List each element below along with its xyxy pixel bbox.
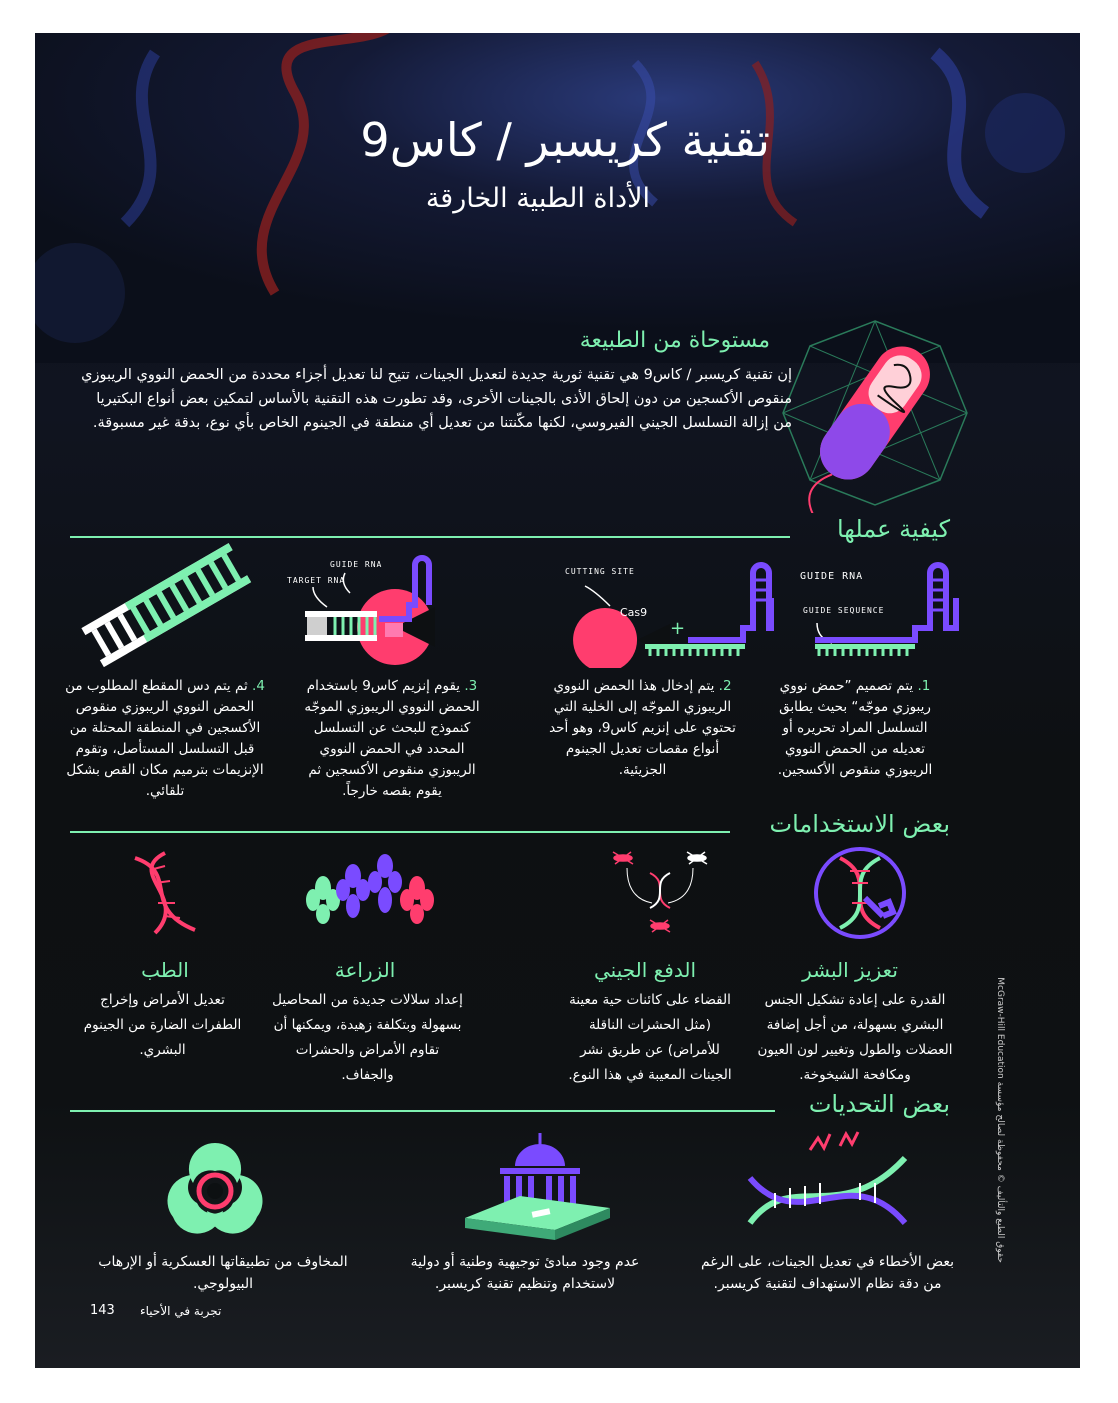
svg-text:CUTTING SITE: CUTTING SITE [565,567,635,576]
uses-divider [70,831,730,833]
how-heading: كيفية عملها [836,515,950,543]
step-1-text: يتم تصميم ”حمض نووي ريبوزي موجّه“ بحيث يطابق التسلسل المراد تحريره أو تعديله من الحمض النووي الريبوزي منقوص الأكسجين. [777,678,933,778]
page-title: تقنية كريسبر / كاس9 [360,113,770,167]
use-1-title: تعزيز البشر [802,958,898,982]
use-1-text: القدرة على إعادة تشكيل الجنس البشري بسهولة، من أجل إضافة العضلات والطول وتغيير لون العيون ومكافحة الشيخوخة. [757,992,953,1083]
page-number: 143 [90,1303,115,1318]
svg-text:GUIDE SEQUENCE: GUIDE SEQUENCE [803,606,885,615]
challenges-divider [70,1110,775,1112]
target-rna-illustration [285,555,455,670]
medicine-dna-icon [120,848,210,938]
svg-text:GUIDE RNA: GUIDE RNA [800,571,864,582]
biohazard-icon [160,1133,270,1243]
nature-heading: مستوحاة من الطبيعة [579,328,770,353]
page-subtitle: الأداة الطبية الخارقة [425,183,650,214]
step-3-text: يقوم إنزيم كاس9 باستخدام الحمض النووي الريبوزي الموجّه كنموذج للبحث عن التسلسل المحدد في الحمض النووي الريبوزي منقوص الأكسجين ثم يقوم بقصه خارجاً. [304,678,480,799]
step-2-number: 2. [718,678,732,694]
guide-rna-illustration [795,558,965,668]
use-4-title: الطب [141,958,189,982]
copyright-credit: حقوق الطبع والتأليف © محفوظة لصالح مؤسسة McGraw-Hill Education [995,977,1005,1263]
step-1 [765,676,945,781]
regulation-courthouse-icon [460,1128,620,1243]
human-enhancement-icon [810,843,910,943]
agriculture-wheat-icon [305,848,435,928]
challenge-2-text: عدم وجود مبادئ توجيهية وطنية أو دولية لاستخدام وتنظيم تقنية كريسبر. [410,1254,640,1292]
svg-text:TARGET RNA: TARGET RNA [287,576,346,585]
step-4-number: 4. [252,678,265,694]
step-4-text: ثم يتم دس المقطع المطلوب من الحمض النووي الريبوزي منقوص الأكسجين في المنطقة المحتلة من قبل التسلسل المستأصل، وتقوم الإنزيمات بترميم مكان القص بشكل تلقائي. [65,678,264,799]
step-2 [545,676,740,781]
gene-error-dna-icon [740,1128,915,1248]
svg-text:+: + [670,618,686,639]
step-1-number: 1. [917,678,931,694]
infographic-page [35,33,1080,1368]
step-3 [297,676,487,802]
uses-heading: بعض الاستخدامات [769,810,950,838]
svg-text:Cas9: Cas9 [620,606,648,619]
challenge-3-text: المخاوف من تطبيقاتها العسكرية أو الإرهاب البيولوجي. [98,1254,348,1292]
challenges-heading: بعض التحديات [808,1090,950,1118]
step-4 [65,676,265,802]
cas9-illustration [560,558,775,668]
svg-text:GUIDE RNA: GUIDE RNA [330,560,383,569]
step-2-text: يتم إدخال هذا الحمض النووي الريبوزي الموجّه إلى الخلية التي تحتوي على إنزيم كاس9، وهو أحد أنواع مقصات تعديل الجينوم الجزيئية. [549,678,736,778]
use-3-text: إعداد سلالات جديدة من المحاصيل بسهولة وبتكلفة زهيدة، ويمكنها أن تقاوم الأمراض والحشرات والجفاف. [272,992,463,1083]
book-title: تجربة في الأحياء [140,1304,222,1318]
use-2-text: القضاء على كائنات حية معينة (مثل الحشرات الناقلة للأمراض) عن طريق نشر الجينات المعيبة في هذا النوع. [568,992,732,1083]
dna-ladder-illustration [75,538,255,668]
gene-drive-mosquito-icon [605,838,715,943]
bacterium-illustration [775,313,975,513]
use-2-title: الدفع الجيني [593,958,696,982]
use-4-text: تعديل الأمراض وإخراج الطفرات الضارة من الجينوم البشري. [83,992,242,1058]
step-3-number: 3. [464,678,478,694]
use-3-title: الزراعة [334,958,396,982]
nature-paragraph: إن تقنية كريسبر / كاس9 هي تقنية ثورية جديدة لتعديل الجينات، تتيح لنا تعديل أجزاء محددة من الحمض النووي الريبوزي منقوص الأكسجين من دون إلحاق الأذى بالجينات الأخرى، وقد تطورت هذه التقنية بالأساس لتمكين بعض أنواع البكتيريا من إزالة التسلسل الجيني الفيروسي، لكنها مكّنتنا من تعديل أي منطقة في الجينوم الخاص بأي نوع، بدقة غير مسبوقة. [81,367,792,431]
challenge-1-text: بعض الأخطاء في تعديل الجينات، على الرغم من دقة نظام الاستهداف لتقنية كريسبر. [700,1254,954,1292]
